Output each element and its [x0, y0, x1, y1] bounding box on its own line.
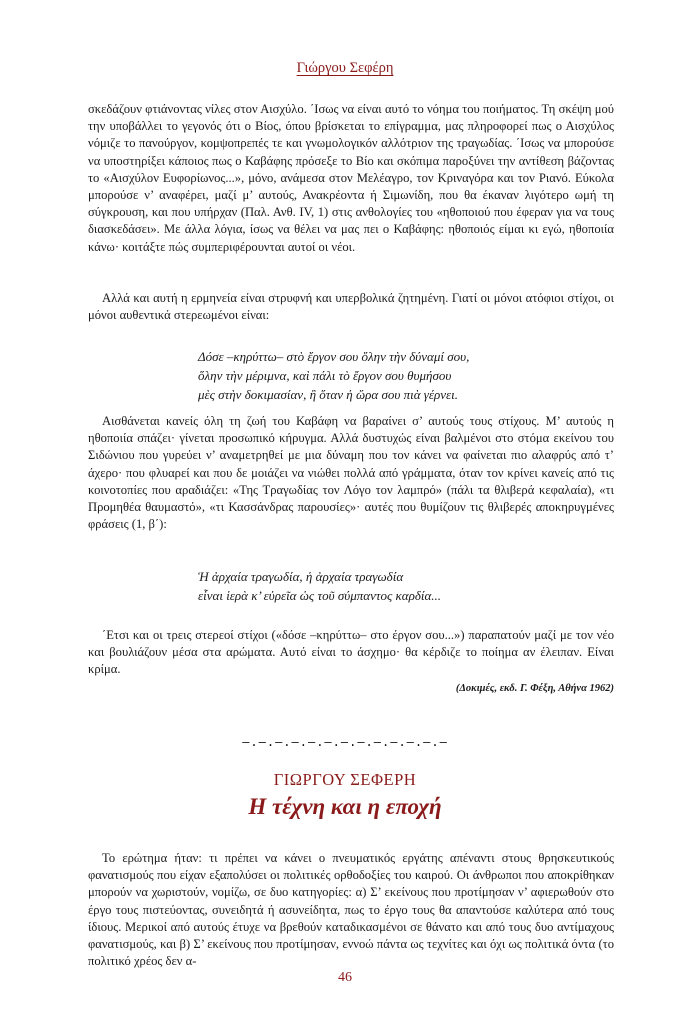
article-title: Η τέχνη και η εποχή [248, 794, 442, 819]
paragraph-4: ΄Ετσι και οι τρεις στερεοί στίχοι («δόσε –κηρύττω– στο έργον σου...») παραπατούν μαζί με τον νέο και βουλιάζουν μέσα στα αρώματα. Αυτό είναι το άσχημο· θα κέρδιζε το ποίημα αν έλειπαν. Είναι κρίμα. [88, 628, 614, 677]
paragraph-5: Το ερώτημα ήταν: τι πρέπει να κάνει ο πνευματικός εργάτης απέναντι στους θρησκευτικούς φανατισμούς που είχαν εξαπολύσει οι πολιτικές ορθοδοξίες του καιρού. Οι άνθρωποι που αποκρίθηκαν μπορούν να χωριστούν, νομίζω, σε δυο κατηγορίες: α) Σ’ εκείνους που προτίμησαν ν’ αφιερωθούν στο έργο τους πιστεύοντας, συνειδητά ή ασυνείδητα, πως το έργο τους θα απαντούσε καλύτερα από τους ίδιους. Μερικοί από αυτούς έτυχε να βρεθούν καταδικασμένοι σε θάνατο και από τους δυο αντίμαχους φανατισμούς, και β) Σ’ εκείνους που προτίμησαν, εννοώ πάντα ως τεχνίτες και όχι ως πολιτικά όντα (το πολιτικό χρέος δεν α- [88, 851, 614, 969]
poem-quote-2 [198, 567, 618, 605]
page-number: 46 [338, 970, 352, 985]
article-author: ΓΙΩΡΓΟΥ ΣΕΦΕΡΗ [273, 770, 417, 789]
poem-line: Ἡ ἀρχαία τραγωδία, ἡ ἀρχαία τραγωδία [198, 569, 404, 584]
paragraph-3: Αισθάνεται κανείς όλη τη ζωή του Καβάφη να βαραίνει σ’ αυτούς τους στίχους. Μ’ αυτούς η ηθοποιία σπάζει· γίνεται προσωπικό κήρυγμα. Αλλά δυστυχώς είναι βαλμένοι στο στόμα εκείνου του Σιδώνιου που γυρεύει ν’ αναμετρηθεί με μια δύναμη που τον κάνει να φαίνεται πιο αλαφρύς από τ’ άχερο· που φλυαρεί και που δε μοιάζει να νιώθει πολλά από γράμματα, όταν τον κρίνει κανείς από τις κοινοτοπίες που αραδιάζει: «Της Τραγωδίας τον Λόγο τον λαμπρό» (πάλι τα θλιβερά κεφαλαία), «τι Προμηθέα θαυμαστό», «τι Κασσάνδρας παρουσίες»· αυτές που θυμίζουν τις θλιβερές αποκηρυγμένες φράσεις (1, β΄): [88, 414, 614, 532]
poem-line: ὅλην τὴν μέριμνα, καὶ πάλι τὸ ἔργον σου θυμήσου [198, 368, 452, 383]
source-citation: (Δοκιμές, εκδ. Γ. Φέξη, Αθήνα 1962) [455, 683, 614, 694]
poem-line: Δόσε –κηρύττω– στὸ ἔργον σου ὅλην τὴν δύναμί σου, [198, 349, 470, 364]
section-divider: —.—.—.—.—.—.—.—.—.—.—.—.— [242, 735, 448, 749]
poem-line: μὲς στὴν δοκιμασίαν, ἢ ὅταν ἡ ὥρα σου πιὰ γέρνει. [198, 387, 459, 402]
paragraph-1: σκεδάζουν φτιάνοντας νίλες στον Αισχύλο. ΄Ισως να είναι αυτό το νόημα του ποιήματος. Τη σκέψη μού την υποβάλλει το γεγονός ότι ο Βίος, όπου βρίσκεται το επίγραμμα, μας πληροφορεί πως ο Αισχύλος νόμιζε το πανούργον, κομψοπρεπές τε και γνωμολογικόν αλλότριον της τραγωδίας. ΄Ισως να μπορούσε να υποστηρίξει κάποιος πως ο Καβάφης πρόσεξε το Βίο και σκόπιμα παροξύνει την αντίθεση βάζοντας το «Αισχύλον Ευφορίωνος...», μόνο, ανάμεσα στον Μελέαγρο, τον Κριναγόρα και τον Ριανό. Εύκολα μπορούσε ν’ αναφέρει, μαζί μ’ αυτούς, Ανακρέοντα ή Σιμωνίδη, που θα έκαναν λιγότερο ωμή τη σύγκρουση, και που υπήρχαν (Παλ. Ανθ. IV, 1) στις ανθολογίες του «ηθοποιού που έφεραν για να τους διασκεδάσει». Με άλλα λόγια, ίσως να θέλει να μας πει ο Καβάφης: ηθοποιός είμαι κι εγώ, ηθοποιία κάνω· κοιτάξτε πώς συμπεριφέρουνται αυτοί οι νέοι. [88, 102, 614, 254]
paragraph-2: Αλλά και αυτή η ερμηνεία είναι στρυφνή και υπερβολικά ζητημένη. Γιατί οι μόνοι ατόφιοι στίχοι, οι μόνοι αυθεντικά στερεωμένοι είναι: [88, 291, 614, 323]
poem-quote-1 [198, 347, 618, 404]
poem-line: εἶναι ἱερὰ κ’ εὐρεῖα ὡς τοῦ σύμπαντος καρδία... [198, 588, 442, 603]
running-head: Γιώργου Σεφέρη [296, 60, 394, 76]
